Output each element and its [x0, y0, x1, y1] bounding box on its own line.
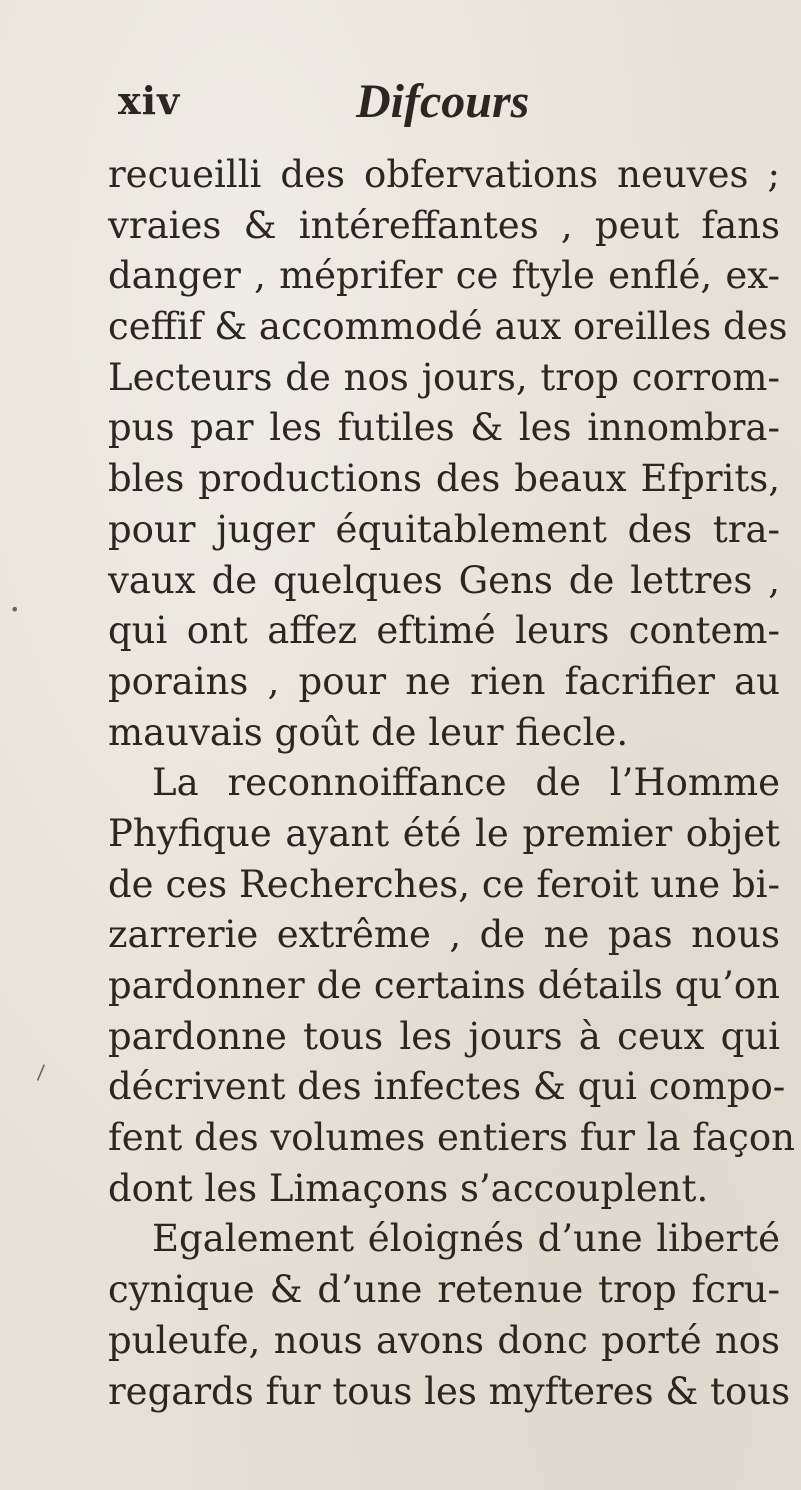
paragraph-start-line: Egalement éloignés d’une liberté — [152, 1217, 780, 1261]
page-header — [118, 75, 718, 128]
text-line: décrivent des infectes & qui compo- — [108, 1065, 786, 1109]
text-line: de ces Recherches, ce feroit une bi- — [108, 862, 780, 906]
text-line: Lecteurs de nos jours, trop corrom- — [108, 355, 780, 399]
text-line: fent des volumes entiers fur la façon — [108, 1116, 795, 1160]
text-line: pardonne tous les jours à ceux qui — [108, 1014, 780, 1058]
text-line: Phyfique ayant été le premier objet — [108, 811, 780, 855]
text-line: porains , pour ne rien facrifier au — [108, 659, 780, 703]
text-line: ceffif & accommodé aux oreilles des — [108, 305, 788, 349]
text-line: pour juger équitablement des tra- — [108, 507, 780, 551]
text-line: vaux de quelques Gens de lettres , — [108, 558, 780, 602]
running-title: Difcours — [356, 75, 530, 128]
stray-mark: \ — [31, 1060, 52, 1084]
text-line: pus par les futiles & les innombra- — [108, 406, 780, 450]
text-line: recueilli des obfervations neuves ; — [108, 153, 780, 196]
text-line: danger , méprifer ce ftyle enflé, ex- — [108, 254, 780, 298]
paragraph-start-line: La reconnoiffance de l’Homme — [152, 761, 780, 805]
page-number: xiv — [118, 78, 181, 123]
text-line: qui ont affez eftimé leurs contem- — [108, 609, 780, 653]
text-line: pardonner de certains détails qu’on — [108, 964, 780, 1007]
text-line: cynique & d’une retenue trop fcru- — [108, 1268, 780, 1312]
text-line: regards fur tous les myfteres & tous — [108, 1369, 791, 1413]
stray-mark: • — [10, 600, 20, 619]
text-line: vraies & intéreffantes , peut fans — [108, 203, 780, 247]
body-text — [108, 150, 795, 1417]
text-line: puleufe, nous avons donc porté nos — [108, 1318, 780, 1362]
text-line: dont les Limaçons s’accouplent. — [108, 1166, 709, 1210]
text-line: bles productions des beaux Efprits, — [108, 457, 780, 501]
text-line: zarrerie extrême , de ne pas nous — [108, 913, 780, 957]
text-line: mauvais goût de leur fiecle. — [108, 710, 629, 754]
